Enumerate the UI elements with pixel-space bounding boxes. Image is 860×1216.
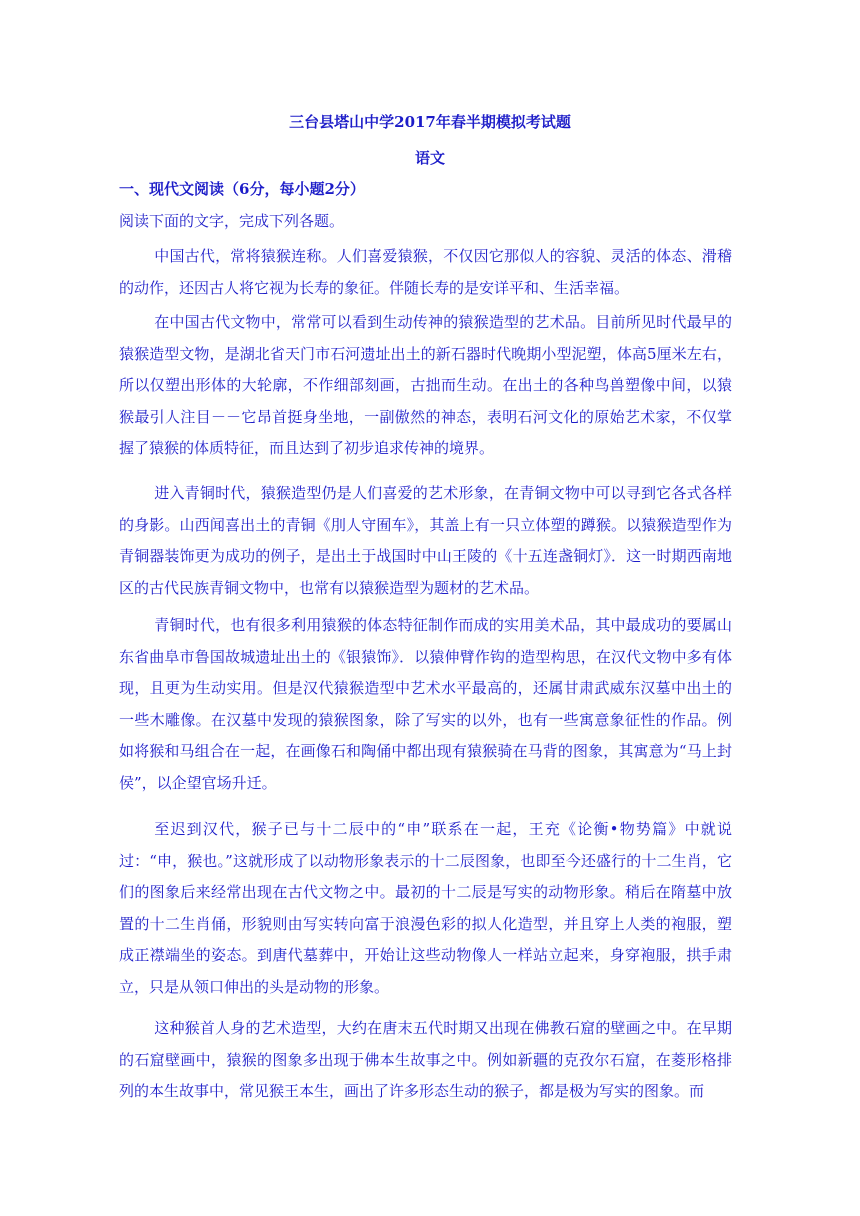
paragraph-6: 这种猴首人身的艺术造型，大约在唐末五代时期又出现在佛教石窟的壁画之中。在早期的石窟壁画中，猿猴的图象多出现于佛本生故事之中。例如新疆的克孜尔石窟，在菱形格排列的本生故事中，常见猴王本生，画出了许多形态生动的猴子，都是极为写实的图象。而 xyxy=(119,1019,732,1100)
reading-instruction: 阅读下面的文字，完成下列各题。 xyxy=(119,212,345,230)
paragraph-4: 青铜时代，也有很多利用猿猴的体态特征制作而成的实用美术品，其中最成功的要属山东省曲阜市鲁国故城遗址出土的《银猿饰》．以猿伸臂作钩的造型构思，在汉代文物中多有体现，且更为生动实用。但是汉代猿猴造型中艺术水平最高的，还属甘肃武威东汉墓中出土的一些木雕像。在汉墓中发现的猿猴图象，除了写实的以外，也有一些寓意象征性的作品。例如将猴和马组合在一起，在画像石和陶俑中都出现有猿猴骑在马背的图象，其寓意为“马上封侯”，以企望官场升迁。 xyxy=(119,616,732,792)
subject-title: 语文 xyxy=(414,149,445,167)
section-heading: 一、现代文阅读（6分，每小题2分） xyxy=(119,180,365,198)
paragraph-1: 中国古代，常将猿猴连称。人们喜爱猿猴，不仅因它那似人的容貌、灵活的体态、滑稽的动作，还因古人将它视为长寿的象征。伴随长寿的是安详平和、生活幸福。 xyxy=(119,247,732,297)
paragraph-3: 进入青铜时代，猿猴造型仍是人们喜爱的艺术形象，在青铜文物中可以寻到它各式各样的身影。山西闻喜出土的青铜《刖人守囿车》，其盖上有一只立体塑的蹲猴。以猿猴造型作为青铜器装饰更为成功的例子，是出土于战国时中山王陵的《十五连盏铜灯》．这一时期西南地区的古代民族青铜文物中，也常有以猿猴造型为题材的艺术品。 xyxy=(119,484,732,597)
exam-title: 三台县塔山中学2017年春半期模拟考试题 xyxy=(289,113,571,131)
paragraph-2: 在中国古代文物中，常常可以看到生动传神的猿猴造型的艺术品。目前所见时代最早的猿猴造型文物，是湖北省天门市石河遗址出土的新石器时代晚期小型泥塑，体高5厘米左右，所以仅塑出形体的大轮廓，不作细部刻画，古拙而生动。在出土的各种鸟兽塑像中间，以猿猴最引人注目－－它昂首挺身坐地，一副傲然的神态，表明石河文化的原始艺术家，不仅掌握了猿猴的体质特征，而且达到了初步追求传神的境界。 xyxy=(119,313,732,457)
paragraph-5: 至迟到汉代，猴子已与十二辰中的“申”联系在一起，王充《论衡•物势篇》中就说过：“申，猴也。”这就形成了以动物形象表示的十二辰图象，也即至今还盛行的十二生肖，它们的图象后来经常出现在古代文物之中。最初的十二辰是写实的动物形象。稍后在隋墓中放置的十二生肖俑，形貌则由写实转向富于浪漫色彩的拟人化造型，并且穿上人类的袍服，塑成正襟端坐的姿态。到唐代墓葬中，开始让这些动物像人一样站立起来，身穿袍服，拱手肃立，只是从领口伸出的头是动物的形象。 xyxy=(119,820,732,996)
